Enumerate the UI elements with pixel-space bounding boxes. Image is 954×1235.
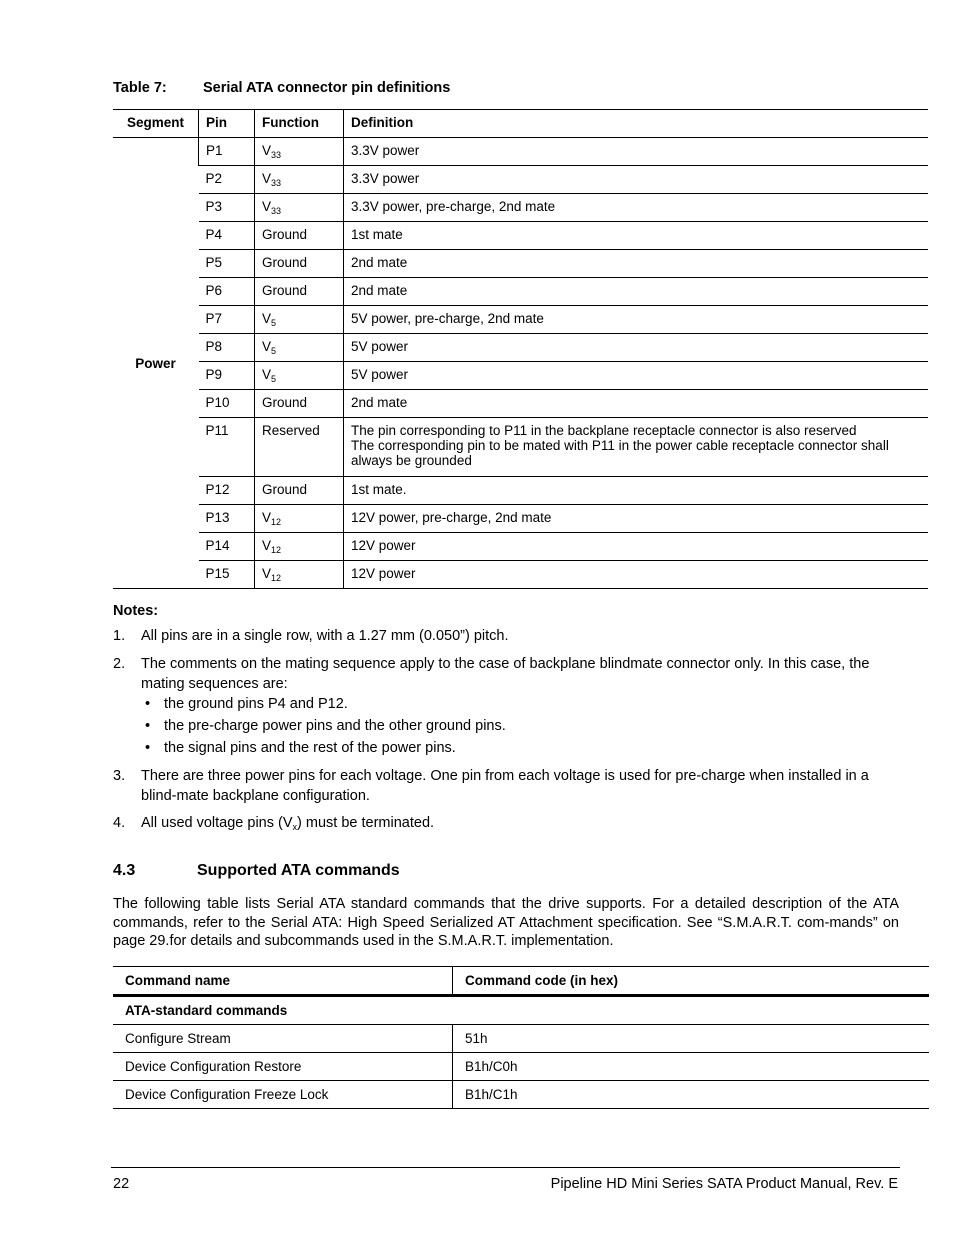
note-number: 3. (113, 768, 126, 784)
definition-cell: 2nd mate (344, 390, 929, 418)
table-row (113, 250, 928, 278)
command-name-cell: Device Configuration Freeze Lock (113, 1081, 453, 1109)
table-row (113, 477, 928, 505)
function-cell: $V_5$ (255, 362, 344, 390)
table-header-row (113, 967, 929, 996)
note-number: 2. (113, 656, 126, 672)
command-code-cell: B1h/C1h (453, 1081, 930, 1109)
table-row (113, 418, 928, 477)
command-code-cell: 51h (453, 1025, 930, 1053)
bullet-item (145, 717, 506, 736)
function-cell: $V_{33}$ (255, 194, 344, 222)
command-code-cell: B1h/C0h (453, 1053, 930, 1081)
note-3 (113, 767, 903, 806)
pin-cell: P11 (199, 418, 255, 477)
function-cell: $V_5$ (255, 306, 344, 334)
table-row (113, 362, 928, 390)
header-pin: Pin (199, 110, 255, 138)
pin-cell: P15 (199, 561, 255, 589)
segment-cell: Power (113, 138, 199, 589)
pin-cell: P7 (199, 306, 255, 334)
pin-cell: P4 (199, 222, 255, 250)
pin-cell: P13 (199, 505, 255, 533)
header-function: Function (255, 110, 344, 138)
section-number: 4.3 (113, 862, 136, 879)
pin-cell: P8 (199, 334, 255, 362)
table-row (113, 1025, 929, 1053)
footer-divider (111, 1167, 900, 1168)
header-definition: Definition (344, 110, 929, 138)
bullet-item (145, 739, 456, 758)
definition-cell: 1st mate. (344, 477, 929, 505)
note-number: 4. (113, 815, 126, 831)
pin-cell: P2 (199, 166, 255, 194)
note-2 (113, 655, 903, 694)
bullet-text: the ground pins P4 and P12. (164, 696, 348, 712)
pin-cell: P14 (199, 533, 255, 561)
pin-cell: P5 (199, 250, 255, 278)
definition-cell: 12V power (344, 533, 929, 561)
table-row (113, 166, 928, 194)
header-command-name: Command name (113, 967, 453, 996)
header-command-code: Command code (in hex) (453, 967, 930, 996)
table-caption (113, 80, 450, 96)
section-paragraph: The following table lists Serial ATA standard commands that the drive supports. For a detailed description of the ATA commands, refer to the Serial ATA: High Speed Serialized AT Attachment specification. See “S.M.A.R.T. com-mands” on page 29.for details and subcommands used in the S.M.A.R.T. implementation. (113, 896, 899, 949)
definition-line: The corresponding pin to be mated with P11 in the power cable receptacle connector shall always be grounded (351, 438, 889, 468)
table-row (113, 1053, 929, 1081)
section-title: Supported ATA commands (197, 862, 400, 879)
function-cell: $V_{12}$ (255, 561, 344, 589)
pin-cell: P1 (199, 138, 255, 166)
note-text: All pins are in a single row, with a 1.27 mm (0.050”) pitch. (141, 628, 509, 644)
function-cell: $V_{33}$ (255, 166, 344, 194)
function-cell: $V_{33}$ (255, 138, 344, 166)
note-number: 1. (113, 628, 126, 644)
table-row (113, 390, 928, 418)
bullet-glyph: • (145, 740, 151, 756)
table-header-row (113, 110, 928, 138)
function-cell: Ground (255, 222, 344, 250)
definition-cell: 12V power, pre-charge, 2nd mate (344, 505, 929, 533)
table-row (113, 278, 928, 306)
definition-cell: 3.3V power, pre-charge, 2nd mate (344, 194, 929, 222)
pin-cell: P9 (199, 362, 255, 390)
note-4 (113, 814, 903, 834)
definition-cell: 1st mate (344, 222, 929, 250)
table-row (113, 533, 928, 561)
function-cell: Ground (255, 278, 344, 306)
definition-line: The pin corresponding to P11 in the backplane receptacle connector is also reserved (351, 423, 857, 438)
table-caption-label: Table 7: (113, 80, 167, 96)
function-cell: Ground (255, 250, 344, 278)
pin-definitions-table (113, 109, 928, 589)
footer-title: Pipeline HD Mini Series SATA Product Manual, Rev. E (550, 1176, 898, 1192)
function-cell: $V_{12}$ (255, 533, 344, 561)
table-row (113, 561, 928, 589)
page-number: 22 (113, 1176, 130, 1192)
bullet-text: the pre-charge power pins and the other ground pins. (164, 718, 506, 734)
definition-cell: 2nd mate (344, 278, 929, 306)
note-text: All used voltage pins $(V_x)$ must be terminated. (141, 815, 435, 832)
table-row (113, 306, 928, 334)
command-name-cell: Configure Stream (113, 1025, 453, 1053)
command-name-cell: Device Configuration Restore (113, 1053, 453, 1081)
pin-cell: P12 (199, 477, 255, 505)
definition-cell: 2nd mate (344, 250, 929, 278)
function-cell: Ground (255, 390, 344, 418)
function-cell: $V_5$ (255, 334, 344, 362)
table-caption-title: Serial ATA connector pin definitions (203, 80, 451, 96)
pin-cell: P6 (199, 278, 255, 306)
bullet-text: the signal pins and the rest of the power pins. (164, 740, 456, 756)
bullet-item (145, 695, 348, 714)
function-cell: $V_{12}$ (255, 505, 344, 533)
section-heading (113, 862, 400, 880)
pin-cell: P10 (199, 390, 255, 418)
table-row (113, 505, 928, 533)
table-row (113, 138, 928, 166)
ata-commands-table (113, 966, 929, 1109)
definition-cell (344, 418, 929, 477)
definition-cell: 5V power (344, 362, 929, 390)
definition-cell: 5V power, pre-charge, 2nd mate (344, 306, 929, 334)
definition-cell: 5V power (344, 334, 929, 362)
note-text: There are three power pins for each voltage. One pin from each voltage is used for pre-charge when installed in a blind-mate backplane configuration. (141, 768, 869, 804)
note-text: The comments on the mating sequence apply to the case of backplane blindmate connector only. In this case, the mating sequences are: (141, 656, 870, 692)
notes-heading: Notes: (113, 603, 159, 619)
group-label: ATA-standard commands (113, 996, 929, 1025)
table-row (113, 194, 928, 222)
table-group-row (113, 996, 929, 1025)
bullet-glyph: • (145, 696, 151, 712)
definition-cell: 3.3V power (344, 138, 929, 166)
header-segment: Segment (113, 110, 199, 138)
table-row (113, 1081, 929, 1109)
function-cell: Ground (255, 477, 344, 505)
table-row (113, 334, 928, 362)
function-cell: Reserved (255, 418, 344, 477)
pin-cell: P3 (199, 194, 255, 222)
note-1 (113, 627, 903, 647)
bullet-glyph: • (145, 718, 151, 734)
definition-cell: 12V power (344, 561, 929, 589)
definition-cell: 3.3V power (344, 166, 929, 194)
table-row (113, 222, 928, 250)
